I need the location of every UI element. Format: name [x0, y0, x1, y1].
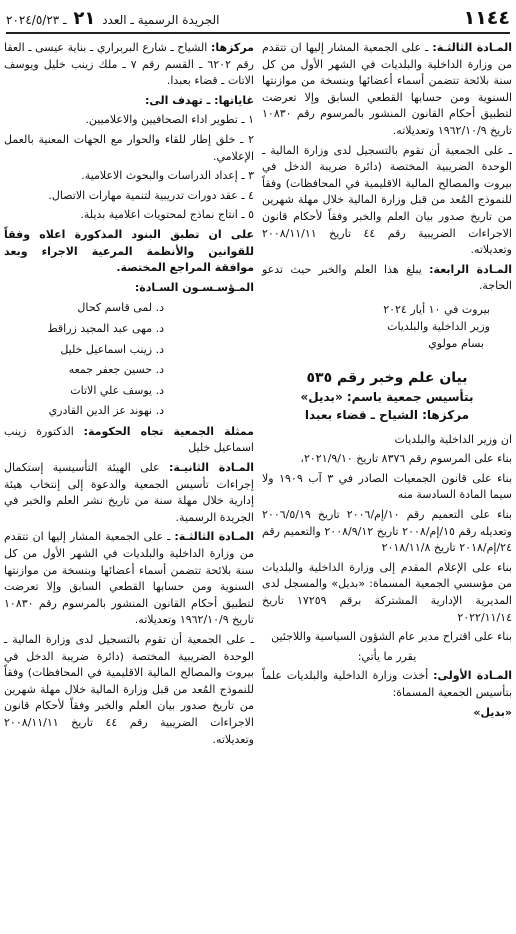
minister-line: ان وزير الداخلية والبلديات: [394, 432, 512, 446]
tax-paragraph: ـ على الجمعية أن تقوم بالتسجيل لدى وزارة المالية ـ الوحدة الضريبية المختصة (دائرة ضريبة الدخل في بيروت والمصالح المالية الاقليمية في المحافظات) وفقاً للنموذج المُعد من قبل وزارة المالية خلال مهلة شهرين من تاريخ صدور بيان العلم والخبر وفقاً لأحكام قانون الاجراءات الضريبية رقم ٤٤ تاريخ ٢٠٠٨/١١/١١ وتعديلاته.: [262, 143, 512, 257]
article-3-label: المـادة الثالثـة:: [174, 530, 254, 544]
goals-list: [4, 112, 254, 224]
journal-title: [6, 8, 220, 29]
decision-title: بيان علم وخبر رقم ٥٣٥: [306, 369, 468, 386]
basis-1: بناء على المرسوم رقم ٨٣٧٦ تاريخ ٢٠٢١/٩/١٠،: [300, 452, 512, 466]
page-number: ١١٤٤: [463, 7, 510, 29]
goal-item: ٥ ـ انتاج نماذج لمحتويات اعلامية بديلة.: [80, 208, 254, 222]
article-1-label: المـادة الأولى:: [433, 669, 513, 683]
goal-item: ٣ ـ إعداد الدراسات والبحوث الاعلامية.: [81, 169, 254, 183]
left-column: [4, 40, 254, 751]
issue-date: ـ ٢٠٢٤/٥/٢٣: [6, 12, 67, 27]
article-2-text: على الهيئة التأسيسية إستكمال إجراءات تأسيس الجمعية والدعوة إلى إنتخاب هيئة إدارية خلال مهلة سنة من تاريخ نشر العلم والخبر في الجريدة الرسمية.: [4, 461, 254, 524]
signature-block: [262, 301, 512, 352]
article-3-text: ـ على الجمعية المشار إليها ان تتقدم من وزارة الداخلية والبلديات في الشهر الأول من كل سنة بلائحة تتضمن أسماء أعضائها وبنسخة من موازنتها السنوية ومن حسابها القطعي السابق وإلا تعرضت لتطبيق أحكام القانون المنشور بالمرسوم رقم ١٠٨٣٠ تاريخ ١٩٦٢/١٠/٩ وتعديلاته.: [262, 41, 512, 137]
representative-paragraph: [4, 424, 254, 457]
headquarters-paragraph: [4, 40, 254, 90]
signature-name: بسام مولوي: [428, 336, 484, 350]
founder-item: د. يوسف علي الاتات: [70, 383, 164, 397]
goal-item: ١ ـ تطوير اداء الصحافيين والاعلاميين.: [85, 113, 254, 127]
founder-item: د. نهوند عز الدين القادري: [48, 404, 164, 418]
representative-label: ممثلة الجمعية تجاه الحكومة:: [83, 424, 254, 438]
founders-label: المـؤسـسـون السـادة:: [134, 280, 254, 294]
article-3-paragraph: [262, 40, 512, 140]
article-3-text: ـ على الجمعية المشار إليها ان تتقدم من وزارة الداخلية والبلديات في الشهر الأول من كل سنة بلائحة تتضمن أسماء أعضائها وبنسخة من موازنتها السنوية ومن حسابها القطعي السابق وإلا تعرضت لتطبيق أحكام القانون المنشور بالمرسوم رقم ١٠٨٣٠ تاريخ ١٩٦٢/١٠/٩ وتعديلاته.: [4, 530, 254, 627]
basis-2: بناء على قانون الجمعيات الصادر في ٣ آب ١٩٠٩ ولا سيما المادة السادسة منه: [262, 471, 513, 502]
decision-subtitle: بتأسيس جمعية باسم: «بديل»: [300, 389, 474, 404]
tax-paragraph: ـ على الجمعية أن تقوم بالتسجيل لدى وزارة المالية ـ الوحدة الضريبية المختصة (دائرة ضريبة الدخل في بيروت والمصالح المالية الاقليمية في المحافظات) وفقاً للنموذج المُعد من قبل وزارة المالية خلال مهلة شهرين من تاريخ صدور بيان العلم والخبر وفقاً لأحكام قانون الاجراءات الضريبية رقم ٤٤ تاريخ ٢٠٠٨/١١/١١ وتعديلاته.: [4, 633, 254, 746]
association-name: «بديل»: [473, 705, 512, 719]
basis-4: بناء على الإعلام المقدم إلى وزارة الداخلية والبلديات من مؤسسي الجمعية المسماة: «بديل» والمسجل لدى المديرية الإدارية المشتركة برقم ١٧٢٥٩ تاريخ ٢٠٢٢/١١/١٤: [262, 560, 512, 624]
founder-item: د. حسين جعفر جمعه: [68, 363, 164, 377]
basis-3: بناء على التعميم رقم ١٠/إم/٢٠٠٦ تاريخ ٢٠٠٦/٥/١٩ وتعديله رقم ١٥/إم/٢٠٠٨ تاريخ ٢٠٠٨/٩/١٢ والتعميم رقم ٢٤/إم/٢٠١٨ تاريخ ٢٠١٨/١١/٨: [262, 508, 512, 555]
article-2-label: المـادة الثانيـة:: [169, 461, 255, 475]
article-3-label: المـادة الثالثـة:: [432, 41, 512, 54]
header-rule: [6, 32, 510, 34]
article-1-text: أخذت وزارة الداخلية والبلديات علماً بتأسيس الجمعية المسماة:: [262, 669, 512, 699]
decides-line: يقرر ما يأتي:: [357, 649, 417, 663]
founder-item: د. لمى قاسم كحال: [77, 301, 164, 315]
article-4-text: يبلغ هذا العلم والخبر حيث تدعو الحاجة.: [262, 262, 512, 293]
goal-item: ٢ ـ خلق إطار للقاء والحوار مع الجهات المعنية بالعمل الإعلامي.: [4, 132, 254, 163]
article-4-label: المـادة الرابعة:: [429, 262, 512, 276]
basis-5: بناء على اقتراح مدير عام الشؤون السياسية واللاجئين: [271, 630, 512, 644]
goal-item: ٤ ـ عقد دورات تدريبية لتنمية مهارات الاتصال.: [48, 188, 254, 202]
goals-label: غاياتها: ـ تهدف الى:: [144, 93, 254, 107]
founder-item: د. زينب اسماعيل خليل: [60, 342, 164, 356]
condition-paragraph: على ان تطبق البنود المذكورة اعلاه وفقاً للقوانين والأنظمة المرعية الاجراء وبعد موافقة المراجع المختصة.: [4, 227, 254, 275]
right-column: [262, 40, 512, 724]
article-1-paragraph: [262, 668, 512, 701]
article-2-paragraph: [4, 460, 254, 526]
representative-text: الدكتورة زينب اسماعيل خليل: [4, 424, 254, 455]
founder-item: د. مهى عبد المجيد زراقط: [47, 321, 164, 335]
article-4-paragraph: [262, 262, 512, 295]
journal-name: الجريدة الرسمية ـ العدد: [102, 12, 220, 27]
signature-place-date: بيروت في ١٠ أيار ٢٠٢٤: [383, 302, 490, 316]
headquarters-label: مركزها:: [210, 41, 254, 54]
decision-headquarters: مركزها: الشياح ـ قضاء بعبدا: [304, 408, 470, 423]
signature-title: وزير الداخلية والبلديات: [387, 319, 490, 333]
issue-number: ٢١: [73, 7, 96, 29]
article-3-paragraph: [4, 529, 254, 629]
founders-list: [4, 300, 254, 420]
headquarters-text: الشياح ـ شارع البربراري ـ بناية عيسى ـ العقا رقم ٦٢٠٢ ـ القسم رقم ٧ ـ ملك زينب خليل ويوسف الاتات ـ قضاء بعبدا.: [4, 41, 254, 88]
page-header: [6, 6, 510, 30]
